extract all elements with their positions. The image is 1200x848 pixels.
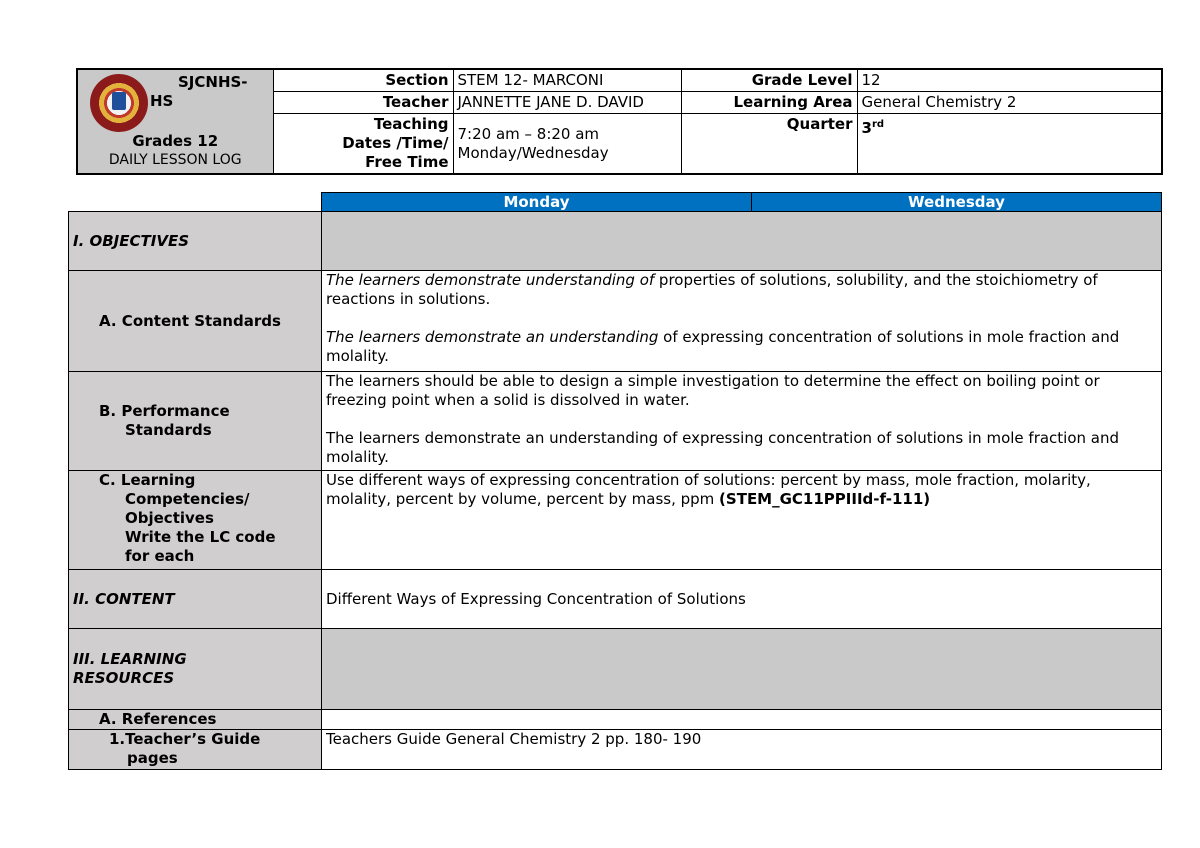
content-standards-label: A. Content Standards xyxy=(69,271,322,372)
performance-standards-label: B. Performance Standards xyxy=(69,372,322,471)
teaching-time-value: 7:20 am – 8:20 am Monday/Wednesday xyxy=(453,114,681,175)
lesson-log-table xyxy=(68,192,1162,770)
corner-cell xyxy=(69,193,322,212)
grade-level-value: 12 xyxy=(857,69,1162,92)
day-header-monday: Monday xyxy=(322,193,752,212)
teacher-label: Teacher xyxy=(273,92,453,114)
learning-area-label: Learning Area xyxy=(681,92,857,114)
quarter-value: 3rd xyxy=(857,114,1162,175)
teachers-guide-value: Teachers Guide General Chemistry 2 pp. 180- 190 xyxy=(322,730,1162,770)
objectives-heading: I. OBJECTIVES xyxy=(69,212,322,271)
teaching-dates-label: Teaching Dates /Time/ Free Time xyxy=(273,114,453,175)
learning-resources-band xyxy=(322,629,1162,710)
daily-lesson-log-title: DAILY LESSON LOG xyxy=(108,152,242,168)
grade-level-label: Grade Level xyxy=(681,69,857,92)
references-value xyxy=(322,710,1162,730)
content-value: Different Ways of Expressing Concentration of Solutions xyxy=(322,570,1162,629)
content-heading: II. CONTENT xyxy=(69,570,322,629)
school-cell xyxy=(77,69,273,174)
references-label: A. References xyxy=(69,710,322,730)
quarter-label: Quarter xyxy=(681,114,857,175)
learning-competencies-text: Use different ways of expressing concentration of solutions: percent by mass, mole fraction, molarity, molality, percent by volume, percent by mass, ppm (STEM_GC11PPIIId-f-111) xyxy=(322,471,1162,570)
teacher-value: JANNETTE JANE D. DAVID xyxy=(453,92,681,114)
school-name-line1: SJCNHS- xyxy=(178,73,248,91)
section-value: STEM 12- MARCONI xyxy=(453,69,681,92)
section-label: Section xyxy=(273,69,453,92)
performance-standards-text: The learners should be able to design a simple investigation to determine the effect on boiling point or freezing point when a solid is dissolved in water. The learners demonstrate an understanding of expressing concentration of solutions in mole fraction and molality. xyxy=(322,372,1162,471)
header-table xyxy=(76,68,1163,175)
grades-label: Grades 12 xyxy=(132,132,219,150)
learning-resources-heading: III. LEARNING RESOURCES xyxy=(69,629,322,710)
school-name-line2: HS xyxy=(150,92,174,110)
teachers-guide-label: 1.Teacher’s Guide pages xyxy=(69,730,322,770)
learning-area-value: General Chemistry 2 xyxy=(857,92,1162,114)
learning-competencies-label: C. Learning Competencies/ Objectives Write the LC code for each xyxy=(69,471,322,570)
day-header-wednesday: Wednesday xyxy=(752,193,1162,212)
content-standards-text: The learners demonstrate understanding of properties of solutions, solubility, and the stoichiometry of reactions in solutions. The learners demonstrate an understanding of expressing concentration of solutions in mole fraction and molality. xyxy=(322,271,1162,372)
school-seal-logo xyxy=(90,74,148,132)
objectives-band xyxy=(322,212,1162,271)
